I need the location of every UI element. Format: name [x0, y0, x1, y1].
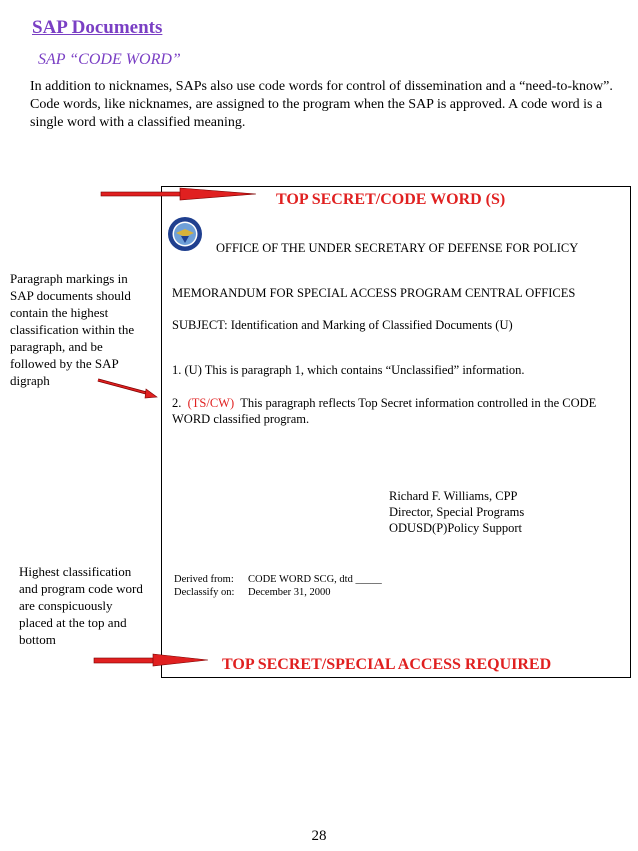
subject-line: SUBJECT: Identification and Marking of Classified Documents (U) — [172, 318, 513, 332]
paragraph-1: 1. (U) This is paragraph 1, which contains “Unclassified” information. — [172, 363, 525, 377]
signer-title: Director, Special Programs — [389, 505, 525, 519]
declassify-on-label: Declassify on: — [174, 587, 235, 598]
intro-paragraph: In addition to nicknames, SAPs also use code words for control of dissemination and a “need-to-know”. Code words, like nicknames, are assigned to the program when the SAP is approved. A code word is a single word with a classified meaning. — [30, 79, 613, 130]
paragraph-2-marking: (TS/CW) — [187, 396, 235, 410]
section-subtitle: SAP “CODE WORD” — [38, 51, 181, 68]
derived-from-label: Derived from: — [174, 574, 234, 585]
memo-for-line: MEMORANDUM FOR SPECIAL ACCESS PROGRAM CENTRAL OFFICES — [172, 286, 576, 300]
top-classification-banner: TOP SECRET/CODE WORD (S) — [276, 191, 506, 208]
page-number: 28 — [311, 828, 327, 844]
callout-paragraph-markings: Paragraph markings in SAP documents should contain the highest classification within the paragraph, and be followed by the SAP digraph — [10, 271, 135, 388]
arrow-to-bottom-banner-icon — [94, 654, 208, 666]
office-heading: OFFICE OF THE UNDER SECRETARY OF DEFENSE FOR POLICY — [216, 241, 579, 255]
derived-from-value: CODE WORD SCG, dtd _____ — [248, 574, 382, 585]
signer-name: Richard F. Williams, CPP — [389, 489, 518, 503]
arrow-to-paragraph-marking-icon — [98, 380, 157, 398]
signer-office: ODUSD(P)Policy Support — [389, 521, 522, 535]
paragraph-2-text: This paragraph reflects Top Secret information controlled in the CODE WORD classified program. — [172, 396, 597, 426]
declassify-on-value: December 31, 2000 — [248, 587, 331, 598]
bottom-classification-banner: TOP SECRET/SPECIAL ACCESS REQUIRED — [222, 656, 552, 673]
callout-highest-classification: Highest classification and program code word are conspicuously placed at the top and bottom — [19, 564, 143, 647]
paragraph-2-number: 2. — [172, 396, 182, 410]
arrow-to-top-banner-icon — [101, 188, 256, 200]
page-title: SAP Documents — [32, 17, 163, 38]
